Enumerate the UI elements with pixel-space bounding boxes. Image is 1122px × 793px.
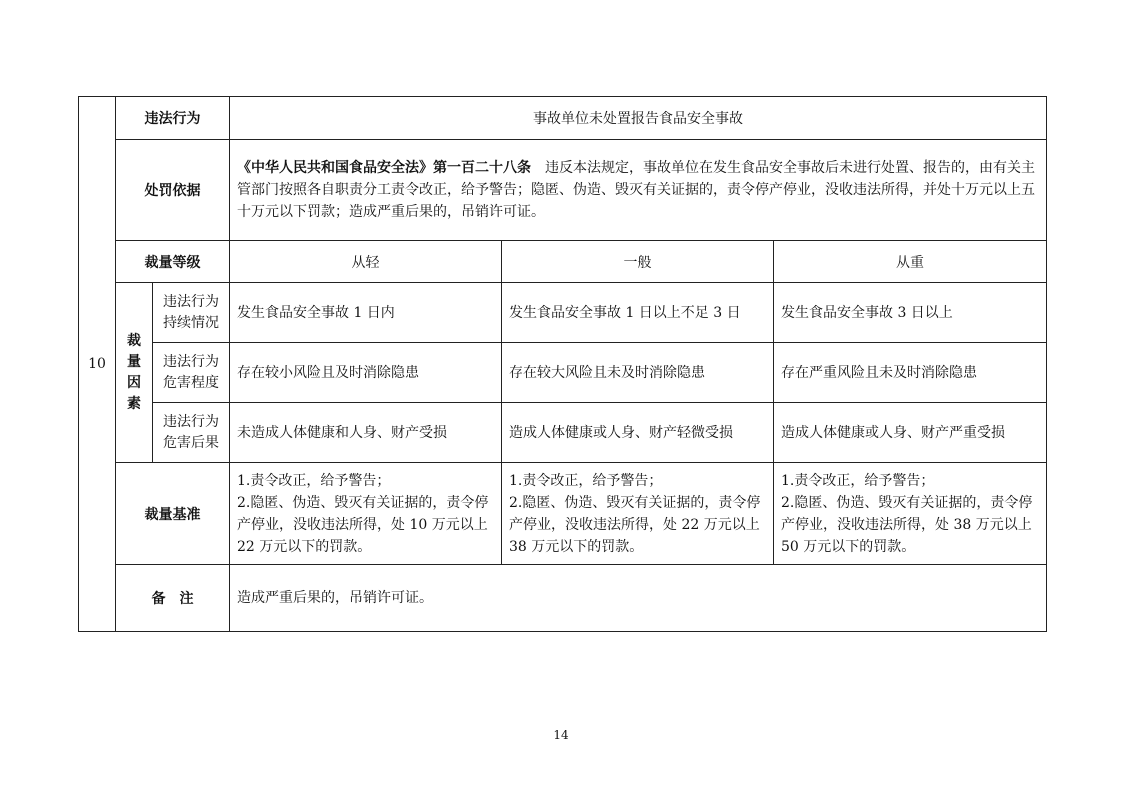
violation-value: 事故单位未处置报告食品安全事故: [230, 97, 1047, 140]
standard-light: [230, 463, 502, 565]
levels-label: 裁量等级: [116, 241, 230, 283]
factor-name-line: 违法行为: [163, 413, 219, 430]
factors-label-char: 素: [127, 395, 141, 412]
factor-row: [79, 403, 1047, 463]
factor-normal: 造成人体健康或人身、财产轻微受损: [502, 403, 774, 463]
item-number: 10: [79, 97, 116, 632]
remark-value: 造成严重后果的，吊销许可证。: [230, 565, 1047, 632]
standard-item: 2.隐匿、伪造、毁灭有关证据的，责令停产停业，没收违法所得，处 38 万元以上 50 万元以下的罚款。: [781, 494, 1033, 555]
basis-row: [79, 140, 1047, 241]
factor-name: [153, 343, 230, 403]
factor-heavy: 发生食品安全事故 3 日以上: [774, 283, 1047, 343]
factor-row: [79, 283, 1047, 343]
factor-name-line: 违法行为: [163, 293, 219, 310]
levels-row: [79, 241, 1047, 283]
factor-name: [153, 403, 230, 463]
basis-label: 处罚依据: [116, 140, 230, 241]
level-light: 从轻: [230, 241, 502, 283]
standard-item: 1.责令改正，给予警告；: [237, 472, 391, 489]
basis-content: [230, 140, 1047, 241]
level-heavy: 从重: [774, 241, 1047, 283]
factors-label-char: 裁: [127, 332, 141, 349]
factors-label: [116, 283, 153, 463]
standard-item: 1.责令改正，给予警告；: [509, 472, 663, 489]
factor-name-line: 持续情况: [163, 314, 219, 331]
level-normal: 一般: [502, 241, 774, 283]
violation-row: [79, 97, 1047, 140]
factor-heavy: 造成人体健康或人身、财产严重受损: [774, 403, 1047, 463]
law-title: 《中华人民共和国食品安全法》第一百二十八条: [237, 160, 531, 176]
factors-label-char: 因: [127, 374, 141, 391]
standard-label: 裁量基准: [116, 463, 230, 565]
standard-heavy: [774, 463, 1047, 565]
law-text: 违反本法规定，事故单位在发生食品安全事故后未进行处置、报告的，由有关主管部门按照各自职责分工责令改正，给予警告；隐匿、伪造、毁灭有关证据的，责令停产停业，没收违法所得，并处十万元以上五十万元以下罚款；造成严重后果的，吊销许可证。: [237, 160, 1035, 220]
standard-item: 1.责令改正，给予警告；: [781, 472, 935, 489]
standard-row: [79, 463, 1047, 565]
standard-normal: [502, 463, 774, 565]
factor-heavy: 存在严重风险且未及时消除隐患: [774, 343, 1047, 403]
page-number: 14: [553, 728, 569, 742]
factor-light: 存在较小风险且及时消除隐患: [230, 343, 502, 403]
factor-row: [79, 343, 1047, 403]
factor-light: 发生食品安全事故 1 日内: [230, 283, 502, 343]
factor-light: 未造成人体健康和人身、财产受损: [230, 403, 502, 463]
penalty-discretion-table: [78, 96, 1047, 632]
factor-name-line: 违法行为: [163, 353, 219, 370]
factor-normal: 存在较大风险且未及时消除隐患: [502, 343, 774, 403]
violation-label: 违法行为: [116, 97, 230, 140]
standard-item: 2.隐匿、伪造、毁灭有关证据的，责令停产停业，没收违法所得，处 10 万元以上 22 万元以下的罚款。: [237, 494, 489, 555]
remark-row: [79, 565, 1047, 632]
remark-label: 备 注: [116, 565, 230, 632]
factor-name-line: 危害后果: [163, 434, 219, 451]
factor-normal: 发生食品安全事故 1 日以上不足 3 日: [502, 283, 774, 343]
factor-name: [153, 283, 230, 343]
standard-item: 2.隐匿、伪造、毁灭有关证据的，责令停产停业，没收违法所得，处 22 万元以上 38 万元以下的罚款。: [509, 494, 761, 555]
factors-label-char: 量: [127, 353, 141, 370]
factor-name-line: 危害程度: [163, 374, 219, 391]
